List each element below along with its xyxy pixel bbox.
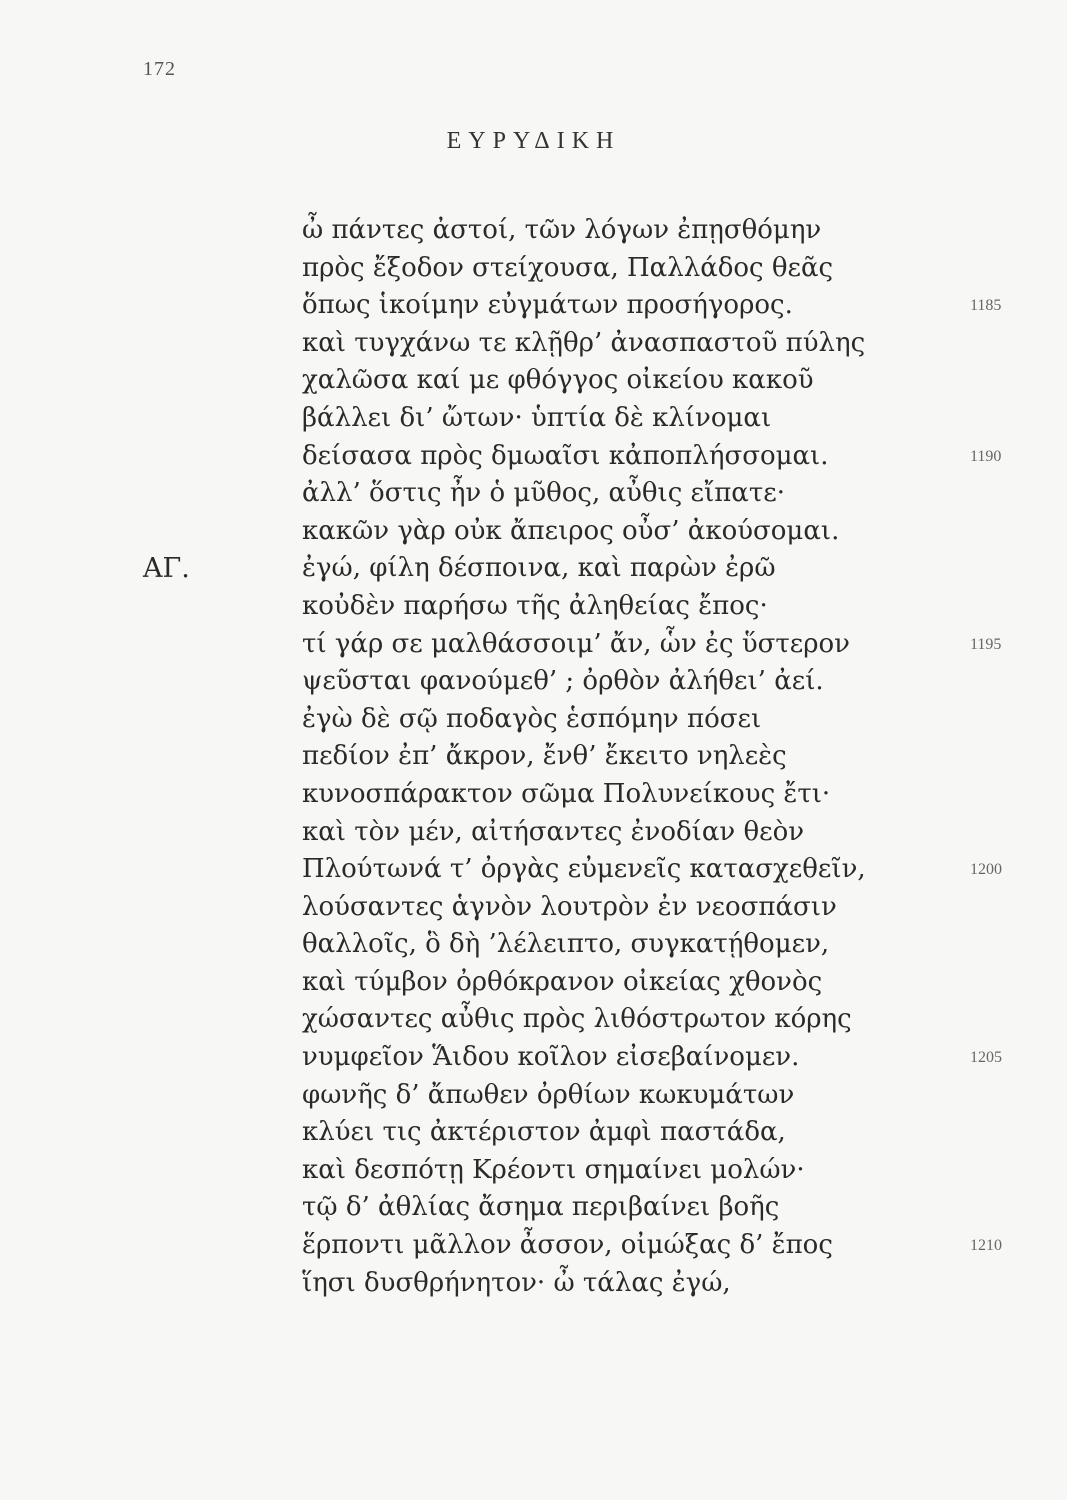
verse-line — [0, 851, 1067, 889]
line-number: 1185 — [970, 297, 1002, 315]
verse-line — [0, 400, 1067, 438]
verse-line — [0, 362, 1067, 400]
verse-line — [0, 1001, 1067, 1039]
verse-line-text: κοὐδὲν παρήσω τῆς ἀληθείας ἔπος· — [302, 590, 768, 621]
verse-line-text: ἐγώ, φίλη δέσποινα, καὶ παρὼν ἐρῶ — [302, 553, 776, 584]
verse-line — [0, 588, 1067, 626]
verse-line — [0, 250, 1067, 288]
line-number: 1190 — [970, 447, 1002, 465]
verse-line-text: νυμφεῖον Ἅιδου κοῖλον εἰσεβαίνομεν. — [302, 1042, 800, 1073]
verse-line-text: φωνῆς δ’ ἄπωθεν ὀρθίων κωκυμάτων — [302, 1079, 795, 1110]
line-number: 1200 — [970, 861, 1002, 879]
verse-line — [0, 776, 1067, 814]
verse-line-text: κλύει τις ἀκτέριστον ἀμφὶ παστάδα, — [302, 1117, 786, 1148]
verse-line-text: Πλούτωνά τ’ ὀργὰς εὐμενεῖς κατασχεθεῖν, — [302, 854, 866, 885]
verse-line — [0, 1039, 1067, 1077]
verse-line — [0, 513, 1067, 551]
verse-line — [0, 738, 1067, 776]
verse-line — [0, 438, 1067, 476]
verse-line — [0, 1114, 1067, 1152]
verse-line — [0, 701, 1067, 739]
verse-line — [0, 550, 1067, 588]
verse-line — [0, 926, 1067, 964]
line-number: 1205 — [970, 1049, 1002, 1067]
verse-line-text: ὦ πάντες ἀστοί, τῶν λόγων ἐπῃσθόμην — [302, 215, 822, 245]
verse-line-text: καὶ τυγχάνω τε κλῇθρ’ ἀνασπαστοῦ πύλης — [302, 327, 866, 358]
verse-line — [0, 475, 1067, 513]
verse-line — [0, 814, 1067, 852]
verse-line-text: ψεῦσται φανούμεθ’ ; ὀρθὸν ἀλήθει’ ἀεί. — [302, 666, 824, 697]
line-number: 1195 — [970, 635, 1002, 653]
verse-line-text: χαλῶσα καί με φθόγγος οἰκείου κακοῦ — [302, 365, 814, 396]
verse-line — [0, 663, 1067, 701]
page-number: 172 — [143, 58, 176, 80]
verse-line-text: ἵησι δυσθρήνητον· ὦ τάλας ἐγώ, — [302, 1267, 731, 1298]
verse-line-text: δείσασα πρὸς δμωαῖσι κἀποπλήσσομαι. — [302, 440, 829, 471]
line-number: 1210 — [970, 1237, 1002, 1255]
verse-line — [0, 626, 1067, 664]
verse-line-text: κακῶν γὰρ οὐκ ἄπειρος οὖσ’ ἀκούσομαι. — [302, 515, 840, 546]
verse-line-text: τί γάρ σε μαλθάσσοιμ’ ἄν, ὧν ἐς ὕστερον — [302, 628, 850, 659]
verse-line-text: ἕρποντι μᾶλλον ἆσσον, οἰμώξας δ’ ἔπος — [302, 1230, 833, 1261]
verse-block — [0, 212, 1067, 1302]
verse-line — [0, 287, 1067, 325]
verse-line-text: τῷ δ’ ἀθλίας ἄσημα περιβαίνει βοῆς — [302, 1192, 780, 1223]
verse-line-text: κυνοσπάρακτον σῶμα Πολυνείκους ἔτι· — [302, 778, 831, 809]
verse-line-text: λούσαντες ἁγνὸν λουτρὸν ἐν νεοσπάσιν — [302, 891, 837, 922]
verse-line — [0, 325, 1067, 363]
verse-line-text: ἐγὼ δὲ σῷ ποδαγὸς ἑσπόμην πόσει — [302, 703, 762, 734]
verse-line-text: ὅπως ἱκοίμην εὐγμάτων προσήγορος. — [302, 290, 793, 321]
verse-line — [0, 964, 1067, 1002]
verse-line-text: πρὸς ἔξοδον στείχουσα, Παλλάδος θεᾶς — [302, 252, 834, 283]
verse-line — [0, 1077, 1067, 1115]
verse-line — [0, 889, 1067, 927]
verse-line-text: θαλλοῖς, ὃ δὴ ’λέλειπτο, συγκατῄθομεν, — [302, 929, 830, 960]
verse-line-text: βάλλει δι’ ὤτων· ὑπτία δὲ κλίνομαι — [302, 402, 772, 433]
verse-line — [0, 1227, 1067, 1265]
verse-line-text: καὶ δεσπότῃ Κρέοντι σημαίνει μολών· — [302, 1154, 805, 1185]
verse-line — [0, 212, 1067, 250]
verse-line-text: καὶ τύμβον ὀρθόκρανον οἰκείας χθονὸς — [302, 966, 823, 997]
speaker-label: ΑΓ. — [143, 553, 190, 585]
verse-line-text: ἀλλ’ ὅστις ἦν ὁ μῦθος, αὖθις εἴπατε· — [302, 478, 785, 509]
verse-line — [0, 1152, 1067, 1190]
verse-line — [0, 1265, 1067, 1303]
verse-line — [0, 1189, 1067, 1227]
verse-line-text: χώσαντες αὖθις πρὸς λιθόστρωτον κόρης — [302, 1004, 852, 1035]
verse-line-text: καὶ τὸν μέν, αἰτήσαντες ἐνοδίαν θεὸν — [302, 816, 805, 847]
running-head-title: ΕΥΡΥΔΙΚΗ — [446, 128, 621, 154]
verse-line-text: πεδίον ἐπ’ ἄκρον, ἔνθ’ ἔκειτο νηλεὲς — [302, 741, 787, 772]
